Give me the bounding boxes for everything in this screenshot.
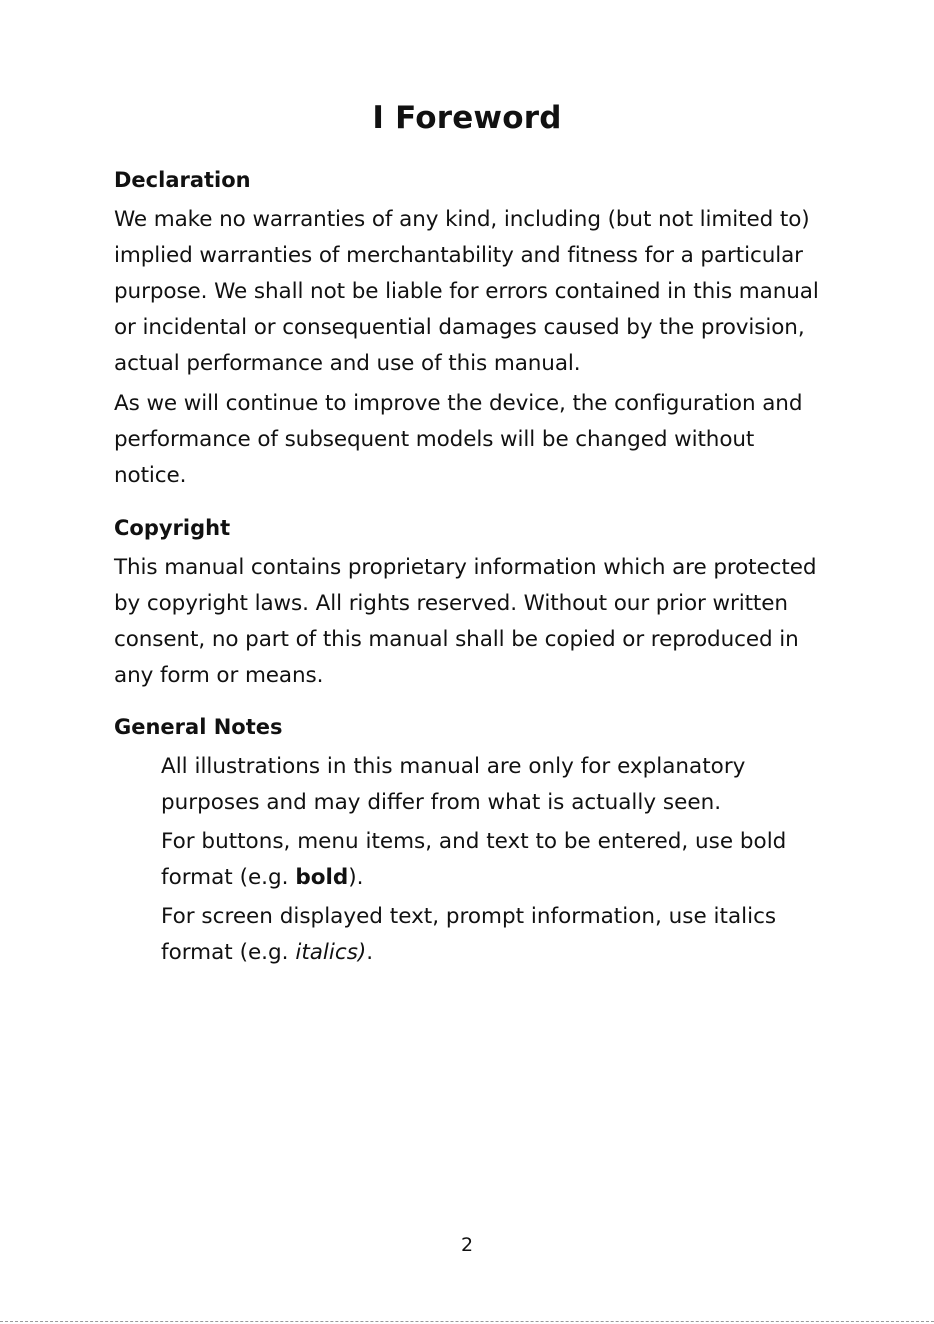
declaration-paragraph-2: As we will continue to improve the device, the configuration and performance of subsequent models will be changed without notice. bbox=[114, 391, 803, 488]
page-bottom-divider bbox=[0, 1321, 934, 1322]
declaration-section bbox=[114, 166, 824, 498]
general-notes-section bbox=[114, 713, 824, 974]
note-item-italics-format bbox=[161, 899, 824, 971]
note-text-prefix: For buttons, menu items, and text to be entered, use bold format (e.g. bbox=[161, 829, 787, 890]
declaration-heading: Declaration bbox=[114, 168, 251, 192]
general-notes-heading: General Notes bbox=[114, 715, 283, 739]
copyright-section bbox=[114, 514, 824, 698]
page-title: I Foreword bbox=[372, 100, 562, 136]
copyright-paragraph: This manual contains proprietary information which are protected by copyright laws. All rights reserved. Without our prior written consent, no part of this manual shall be copied or reproduced in any form or means. bbox=[114, 555, 817, 688]
copyright-heading: Copyright bbox=[114, 516, 231, 540]
note-text-suffix: . bbox=[366, 940, 374, 965]
note-item-bold-format bbox=[161, 824, 824, 896]
note-text: All illustrations in this manual are only for explanatory purposes and may differ from what is actually seen. bbox=[161, 754, 746, 815]
note-item-illustrations bbox=[161, 749, 824, 821]
declaration-paragraph-1: We make no warranties of any kind, including (but not limited to) implied warranties of merchantability and fitness for a particular purpose. We shall not be liable for errors contained in this manual or incidental or consequential damages caused by the provision, actual performance and use of this manual. bbox=[114, 207, 819, 376]
note-text-suffix: ). bbox=[348, 865, 364, 890]
page-number: 2 bbox=[460, 1234, 474, 1256]
italics-sample-text: italics) bbox=[295, 940, 367, 965]
bold-sample-text: bold bbox=[295, 865, 349, 890]
note-text-prefix: For screen displayed text, prompt information, use italics format (e.g. bbox=[161, 904, 777, 965]
general-notes-list bbox=[114, 749, 824, 971]
